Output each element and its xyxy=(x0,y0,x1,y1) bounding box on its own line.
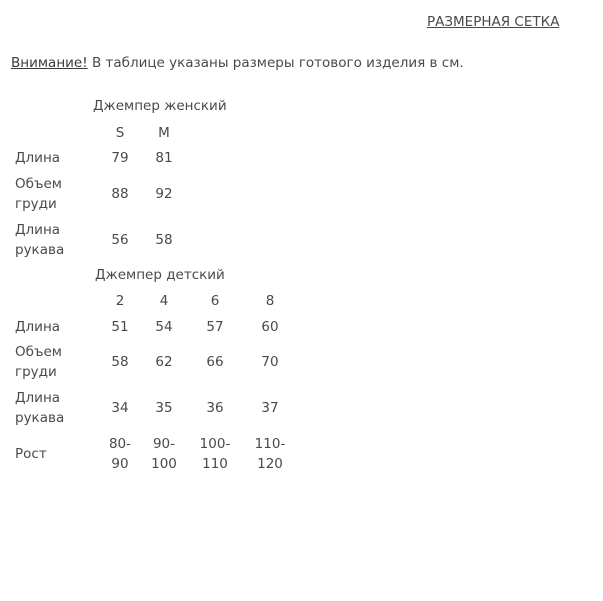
kids-row-label: Длина рукава xyxy=(15,390,65,426)
notice-body: В таблице указаны размеры готового изделия в см. xyxy=(91,55,464,71)
kids-cell: 57 xyxy=(206,319,224,335)
women-cell: 56 xyxy=(111,232,129,248)
kids-cell: 34 xyxy=(111,400,129,416)
kids-cell: 70 xyxy=(261,354,279,370)
kids-cell: 37 xyxy=(261,400,279,416)
kids-row-label: Длина xyxy=(15,319,61,335)
kids-cell: 62 xyxy=(155,354,173,370)
women-cell: 92 xyxy=(155,186,173,202)
women-size-header: M xyxy=(158,125,170,141)
women-row-label: Длина xyxy=(15,150,61,166)
women-size-header: S xyxy=(115,125,125,141)
kids-cell: 90- 100 xyxy=(151,436,177,472)
kids-cell: 110- 120 xyxy=(254,436,286,472)
kids-cell: 60 xyxy=(261,319,279,335)
kids-cell: 58 xyxy=(111,354,129,370)
kids-table-caption: Джемпер детский xyxy=(95,267,225,283)
kids-row-label: Объем груди xyxy=(15,344,62,380)
kids-size-header: 6 xyxy=(210,293,220,309)
kids-cell: 51 xyxy=(111,319,129,335)
women-table-caption: Джемпер женский xyxy=(93,98,227,114)
women-row-label: Объем груди xyxy=(15,176,62,212)
kids-cell: 80- 90 xyxy=(108,436,132,472)
women-row-label: Длина рукава xyxy=(15,222,65,258)
kids-cell: 100- 110 xyxy=(199,436,231,472)
warning-label: Внимание! xyxy=(11,55,88,71)
women-cell: 81 xyxy=(155,150,173,166)
notice-text xyxy=(11,55,464,71)
kids-cell: 36 xyxy=(206,400,224,416)
women-cell: 79 xyxy=(111,150,129,166)
kids-cell: 66 xyxy=(206,354,224,370)
kids-size-header: 4 xyxy=(159,293,169,309)
kids-row-label: Рост xyxy=(15,446,47,462)
kids-size-header: 2 xyxy=(115,293,125,309)
size-chart-link[interactable]: РАЗМЕРНАЯ СЕТКА xyxy=(427,14,560,30)
kids-size-header: 8 xyxy=(265,293,275,309)
kids-cell: 35 xyxy=(155,400,173,416)
women-cell: 88 xyxy=(111,186,129,202)
kids-cell: 54 xyxy=(155,319,173,335)
women-cell: 58 xyxy=(155,232,173,248)
